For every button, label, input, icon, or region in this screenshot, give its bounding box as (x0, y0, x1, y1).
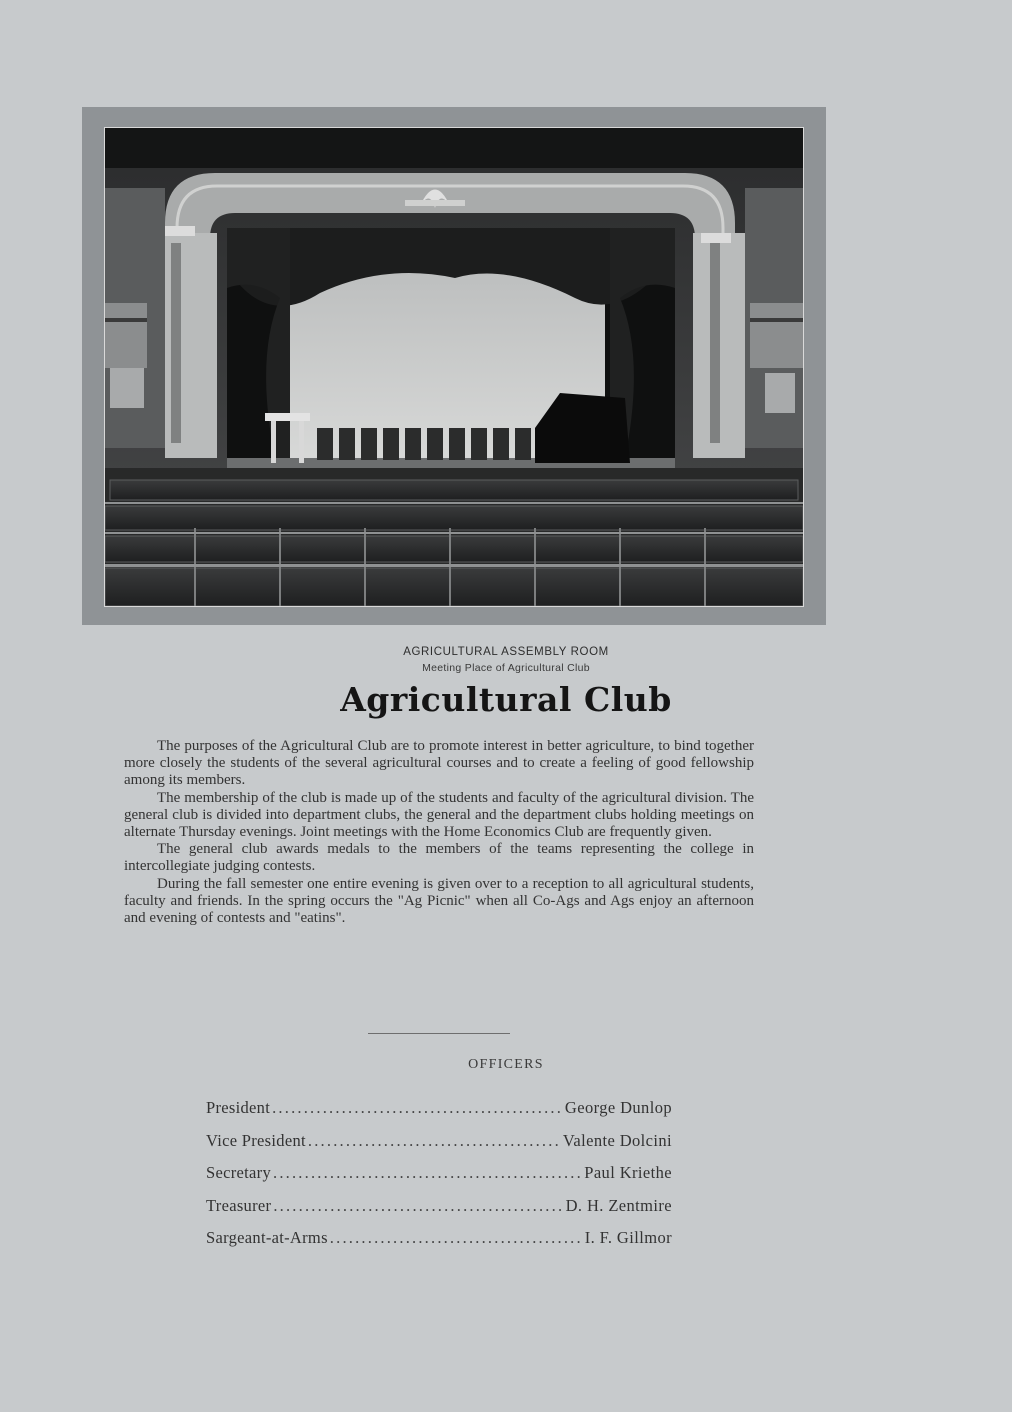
photo-frame (82, 107, 826, 625)
section-divider (368, 1033, 510, 1034)
paragraph: The membership of the club is made up of the students and faculty of the agricultural division. The general club is divided into department clubs, the general and the department clubs holding meetings on alternate Thursday evenings. Joint meetings with the Home Economics Club are frequently given. (124, 789, 754, 841)
officer-name: Valente Dolcini (562, 1130, 672, 1150)
dot-leader (330, 1228, 583, 1248)
club-description (124, 738, 754, 927)
officer-name: Paul Kriethe (584, 1163, 672, 1182)
photo-caption-subtitle: Meeting Place of Agricultural Club (422, 662, 590, 674)
officer-name: George Dunlop (564, 1098, 672, 1117)
officers-list (206, 1098, 672, 1261)
officer-row (206, 1196, 672, 1229)
page-title: Agricultural Club (340, 680, 672, 719)
officers-heading: OFFICERS (468, 1057, 544, 1072)
officer-row (206, 1131, 672, 1164)
dot-leader (272, 1098, 563, 1118)
officer-role: President (206, 1098, 271, 1117)
assembly-room-photo (104, 127, 804, 607)
officer-row (206, 1163, 672, 1196)
photo-caption-title: AGRICULTURAL ASSEMBLY ROOM (403, 646, 609, 658)
officer-row (206, 1098, 672, 1131)
officer-name: D. H. Zentmire (565, 1195, 672, 1215)
officer-row (206, 1228, 672, 1261)
paragraph: The purposes of the Agricultural Club are to promote interest in better agriculture, to bind together more closely the students of the several agricultural courses and to create a feeling of good fellowship among its members. (124, 738, 754, 789)
paragraph: During the fall semester one entire evening is given over to a reception to all agricultural students, faculty and friends. In the spring occurs the "Ag Picnic" when all Co-Ags and Ags enjoy an afternoon and evening of contests and "eatins". (124, 875, 754, 927)
dot-leader (273, 1196, 563, 1216)
stage-illustration (105, 128, 803, 606)
officer-role: Treasurer (206, 1195, 272, 1215)
dot-leader (308, 1131, 561, 1151)
paragraph: The general club awards medals to the members of the teams representing the college in intercollegiate judging contests. (124, 841, 754, 875)
officer-role: Sargeant-at-Arms (206, 1228, 328, 1247)
officer-role: Vice President (206, 1130, 306, 1150)
dot-leader (273, 1163, 582, 1183)
officer-name: I. F. Gillmor (584, 1228, 672, 1247)
officer-role: Secretary (206, 1163, 271, 1182)
